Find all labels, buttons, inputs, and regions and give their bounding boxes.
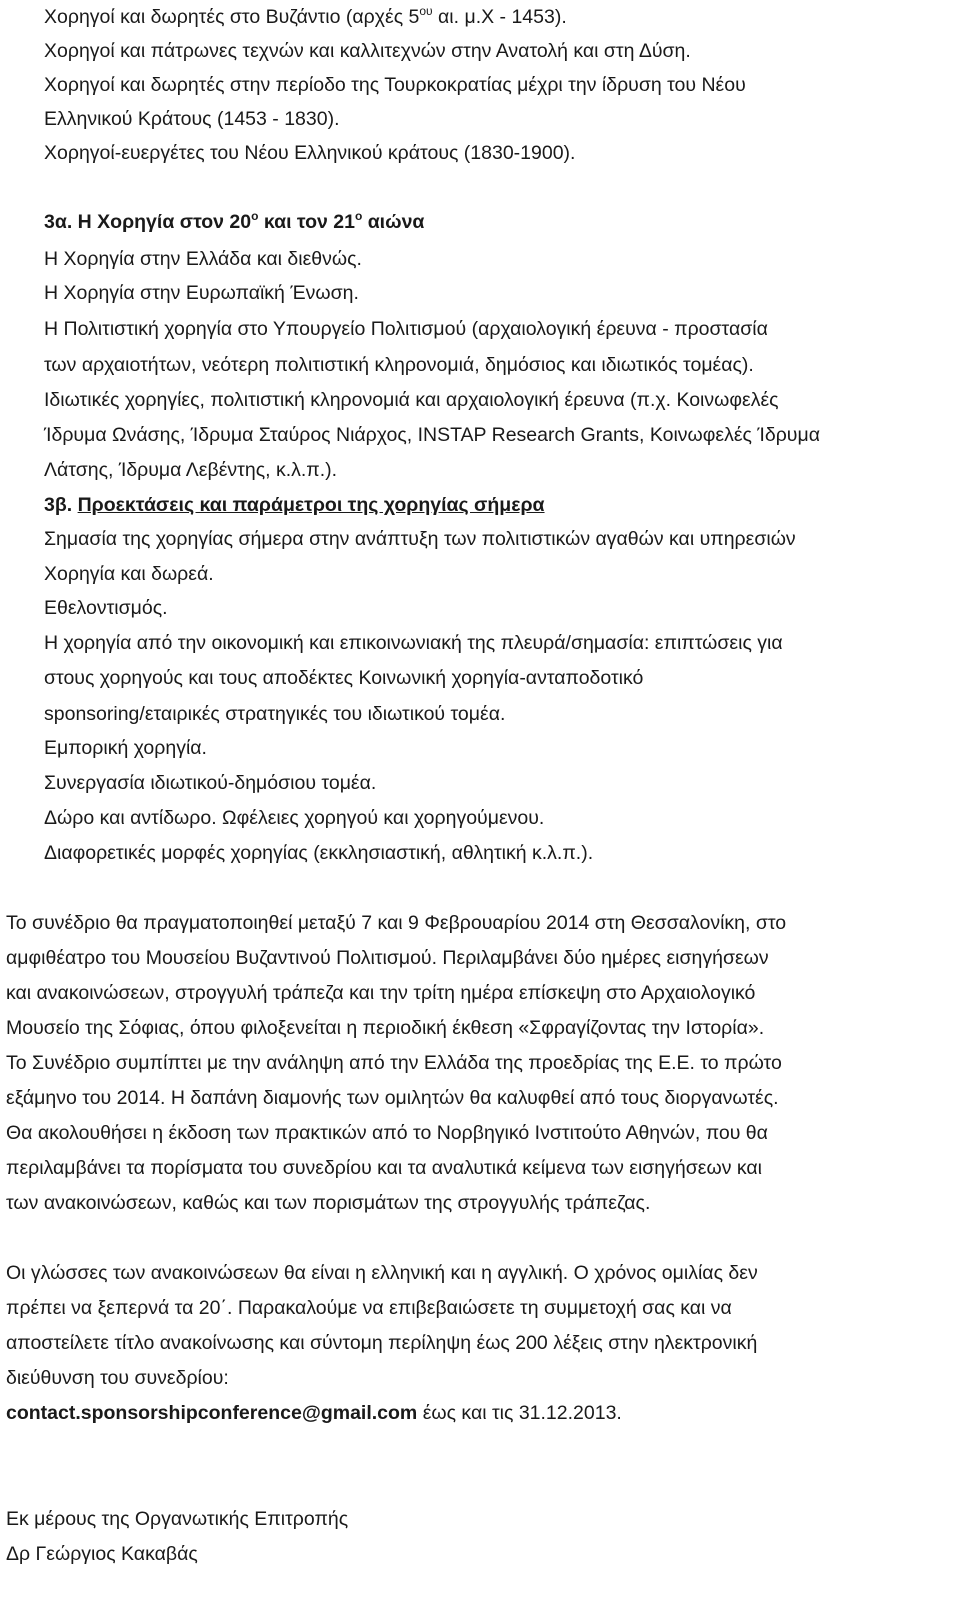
section-heading-3a [44,205,424,239]
signature-line-1: Εκ μέρους της Οργανωτικής Επιτροπής [6,1508,349,1530]
paragraph-line: Το συνέδριο θα πραγματοποιηθεί μεταξύ 7 και 9 Φεβρουαρίου 2014 στη Θεσσαλονίκη, στο [6,912,787,934]
paragraph-line: και ανακοινώσεων, στρογγυλή τράπεζα και την τρίτη ημέρα επίσκεψη στο Αρχαιολογικό [6,982,756,1004]
text-line: Χορηγοί και πάτρωνες τεχνών και καλλιτεχνών στην Ανατολή και στη Δύση. [44,40,691,62]
paragraph-line: Μουσείο της Σόφιας, όπου φιλοξενείται η περιοδική έκθεση «Σφραγίζοντας την Ιστορία». [6,1017,765,1039]
text-line: Λάτσης, Ίδρυμα Λεβέντης, κ.λ.π.). [44,459,338,481]
text-line: sponsoring/εταιρικές στρατηγικές του ιδιωτικού τομέα. [44,703,506,725]
superscript: ου [419,4,433,18]
text-line: Χορηγοί-ευεργέτες του Νέου Ελληνικού κράτους (1830-1900). [44,142,576,164]
text-span: 3α. Η Χορηγία στον 20 [44,211,252,233]
heading-number: 3β. [44,494,73,516]
paragraph-line: Οι γλώσσες των ανακοινώσεων θα είναι η ελληνική και η αγγλική. Ο χρόνος ομιλίας δεν [6,1262,758,1284]
text-line: Ιδιωτικές χορηγίες, πολιτιστική κληρονομιά και αρχαιολογική έρευνα (π.χ. Κοινωφελές [44,389,779,411]
superscript: ο [251,209,259,223]
text-line: στους χορηγούς και τους αποδέκτες Κοινωνική χορηγία-ανταποδοτικό [44,667,644,689]
paragraph-line: αμφιθέατρο του Μουσείου Βυζαντινού Πολιτισμού. Περιλαμβάνει δύο ημέρες εισηγήσεων [6,947,769,969]
text-line: Εμπορική χορηγία. [44,737,207,759]
text-line: Ίδρυμα Ωνάσης, Ίδρυμα Σταύρος Νιάρχος, INSTAP Research Grants, Κοινωφελές Ίδρυμα [44,424,820,446]
email-line [6,1396,622,1430]
text-line: Η Χορηγία στην Ελλάδα και διεθνώς. [44,248,362,270]
paragraph-line: αποστείλετε τίτλο ανακοίνωσης και σύντομη περίληψη έως 200 λέξεις στην ηλεκτρονική [6,1332,758,1354]
paragraph-line: Θα ακολουθήσει η έκδοση των πρακτικών από το Νορβηγικό Ινστιτούτο Αθηνών, που θα [6,1122,768,1144]
text-span: αι. μ.Χ - 1453). [432,6,567,28]
text-span: και τον 21 [258,211,355,233]
text-line: Χορηγοί και δωρητές στην περίοδο της Τουρκοκρατίας μέχρι την ίδρυση του Νέου [44,74,746,96]
paragraph-line: διεύθυνση του συνεδρίου: [6,1367,229,1389]
text-line: Η Χορηγία στην Ευρωπαϊκή Ένωση. [44,282,359,304]
deadline-text: έως και τις 31.12.2013. [417,1402,622,1424]
text-line: Συνεργασία ιδιωτικού-δημόσιου τομέα. [44,772,377,794]
text-line: Η χορηγία από την οικονομική και επικοινωνιακή της πλευρά/σημασία: επιπτώσεις για [44,632,783,654]
text-line [44,0,567,34]
text-line: Η Πολιτιστική χορηγία στο Υπουργείο Πολιτισμού (αρχαιολογική έρευνα - προστασία [44,318,768,340]
email-address[interactable]: contact.sponsorshipconference@gmail.com [6,1402,418,1424]
text-line: Ελληνικού Κράτους (1453 - 1830). [44,108,340,130]
paragraph-line: περιλαμβάνει τα πορίσματα του συνεδρίου και τα αναλυτικά κείμενα των εισηγήσεων και [6,1157,762,1179]
text-span: αιώνα [362,211,425,233]
text-line: των αρχαιοτήτων, νεότερη πολιτιστική κληρονομιά, δημόσιος και ιδιωτικός τομέας). [44,354,754,376]
superscript: ο [354,209,363,223]
paragraph-line: Το Συνέδριο συμπίπτει με την ανάληψη από την Ελλάδα της προεδρίας της Ε.Ε. το πρώτο [6,1052,782,1074]
paragraph-line: των ανακοινώσεων, καθώς και των πορισμάτων της στρογγυλής τράπεζας. [6,1192,651,1214]
text-line: Διαφορετικές μορφές χορηγίας (εκκλησιαστική, αθλητική κ.λ.π.). [44,842,594,864]
text-line: Χορηγία και δωρεά. [44,563,214,585]
signature-line-2: Δρ Γεώργιος Κακαβάς [6,1543,198,1565]
text-line: Δώρο και αντίδωρο. Ωφέλειες χορηγού και χορηγούμενου. [44,807,545,829]
text-line: Εθελοντισμός. [44,597,168,619]
text-line: Σημασία της χορηγίας σήμερα στην ανάπτυξη των πολιτιστικών αγαθών και υπηρεσιών [44,528,796,550]
section-heading-3b [44,488,545,522]
paragraph-line: πρέπει να ξεπερνά τα 20΄. Παρακαλούμε να επιβεβαιώσετε τη συμμετοχή σας και να [6,1297,732,1319]
text-span: Χορηγοί και δωρητές στο Βυζάντιο (αρχές 5 [44,6,420,28]
paragraph-line: εξάμηνο του 2014. Η δαπάνη διαμονής των ομιλητών θα καλυφθεί από τους διοργανωτές. [6,1087,779,1109]
heading-text: Προεκτάσεις και παράμετροι της χορηγίας σήμερα [77,494,545,516]
